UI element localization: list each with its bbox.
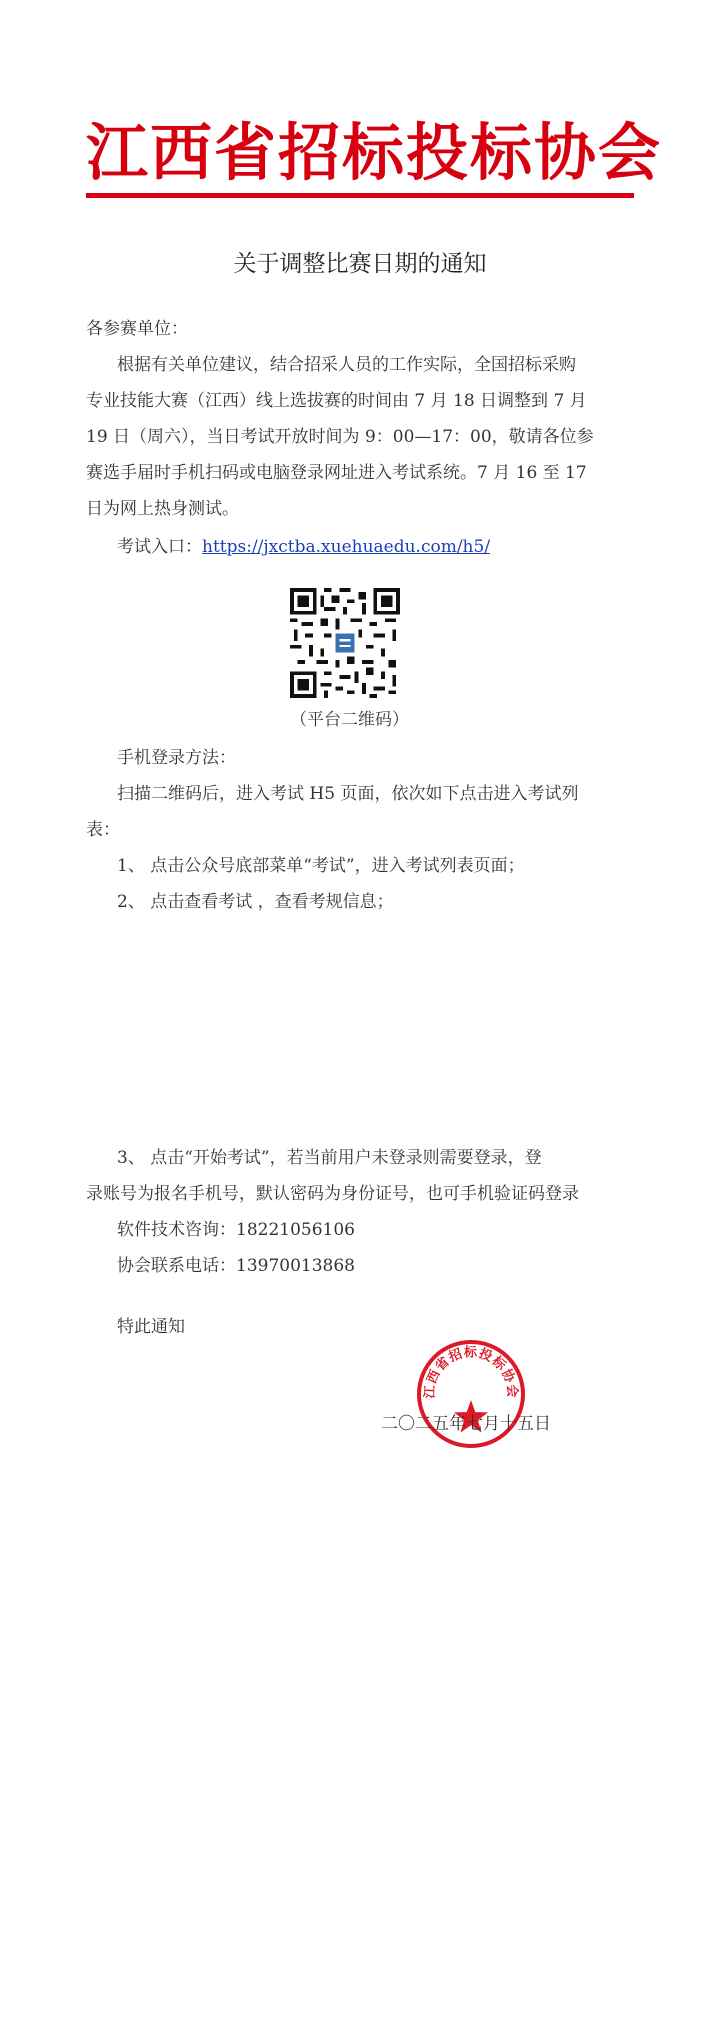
organization-letterhead: 江西省招标投标协会 [86, 116, 663, 189]
association-phone: 协会联系电话：13970013868 [117, 1256, 355, 1276]
notice-date: 二〇二五年七月十五日 [381, 1414, 551, 1434]
paragraph-line: 根据有关单位建议，结合招采人员的工作实际，全国招标采购 [117, 355, 576, 375]
mobile-login-heading: 手机登录方法： [117, 748, 236, 768]
paragraph-line: 表： [86, 820, 120, 840]
closing-remark: 特此通知 [117, 1317, 185, 1337]
paragraph-line: 赛选手届时手机扫码或电脑登录网址进入考试系统。7 月 16 至 17 [86, 463, 587, 483]
paragraph-line: 19 日（周六），当日考试开放时间为 9：00—17：00，敬请各位参 [86, 427, 594, 447]
qr-caption: （平台二维码） [290, 710, 409, 730]
exam-entry-row [117, 535, 490, 559]
salutation: 各参赛单位： [86, 319, 188, 339]
notice-title: 关于调整比赛日期的通知 [233, 251, 487, 277]
platform-qr-code [290, 588, 400, 698]
step-1: 1、 点击公众号底部菜单“考试”，进入考试列表页面； [117, 856, 525, 876]
paragraph-line: 录账号为报名手机号，默认密码为身份证号，也可手机验证码登录 [86, 1184, 579, 1204]
tech-support-contact: 软件技术咨询：18221056106 [117, 1220, 355, 1240]
paragraph-line: 专业技能大赛（江西）线上选拔赛的时间由 7 月 18 日调整到 7 月 [86, 391, 587, 411]
letterhead-divider [86, 193, 634, 198]
exam-entry-link[interactable]: https://jxctba.xuehuaedu.com/h5/ [202, 537, 491, 557]
step-3: 3、 点击“开始考试”，若当前用户未登录则需要登录，登 [117, 1148, 542, 1168]
exam-entry-label: 考试入口： [117, 537, 202, 557]
paragraph-line: 扫描二维码后，进入考试 H5 页面，依次如下点击进入考试列 [117, 784, 579, 804]
seal-text: 江西省招标投标协会 [422, 1345, 520, 1399]
paragraph-line: 日为网上热身测试。 [86, 499, 239, 519]
step-2: 2、 点击查看考试 ，查看考规信息； [117, 892, 394, 912]
